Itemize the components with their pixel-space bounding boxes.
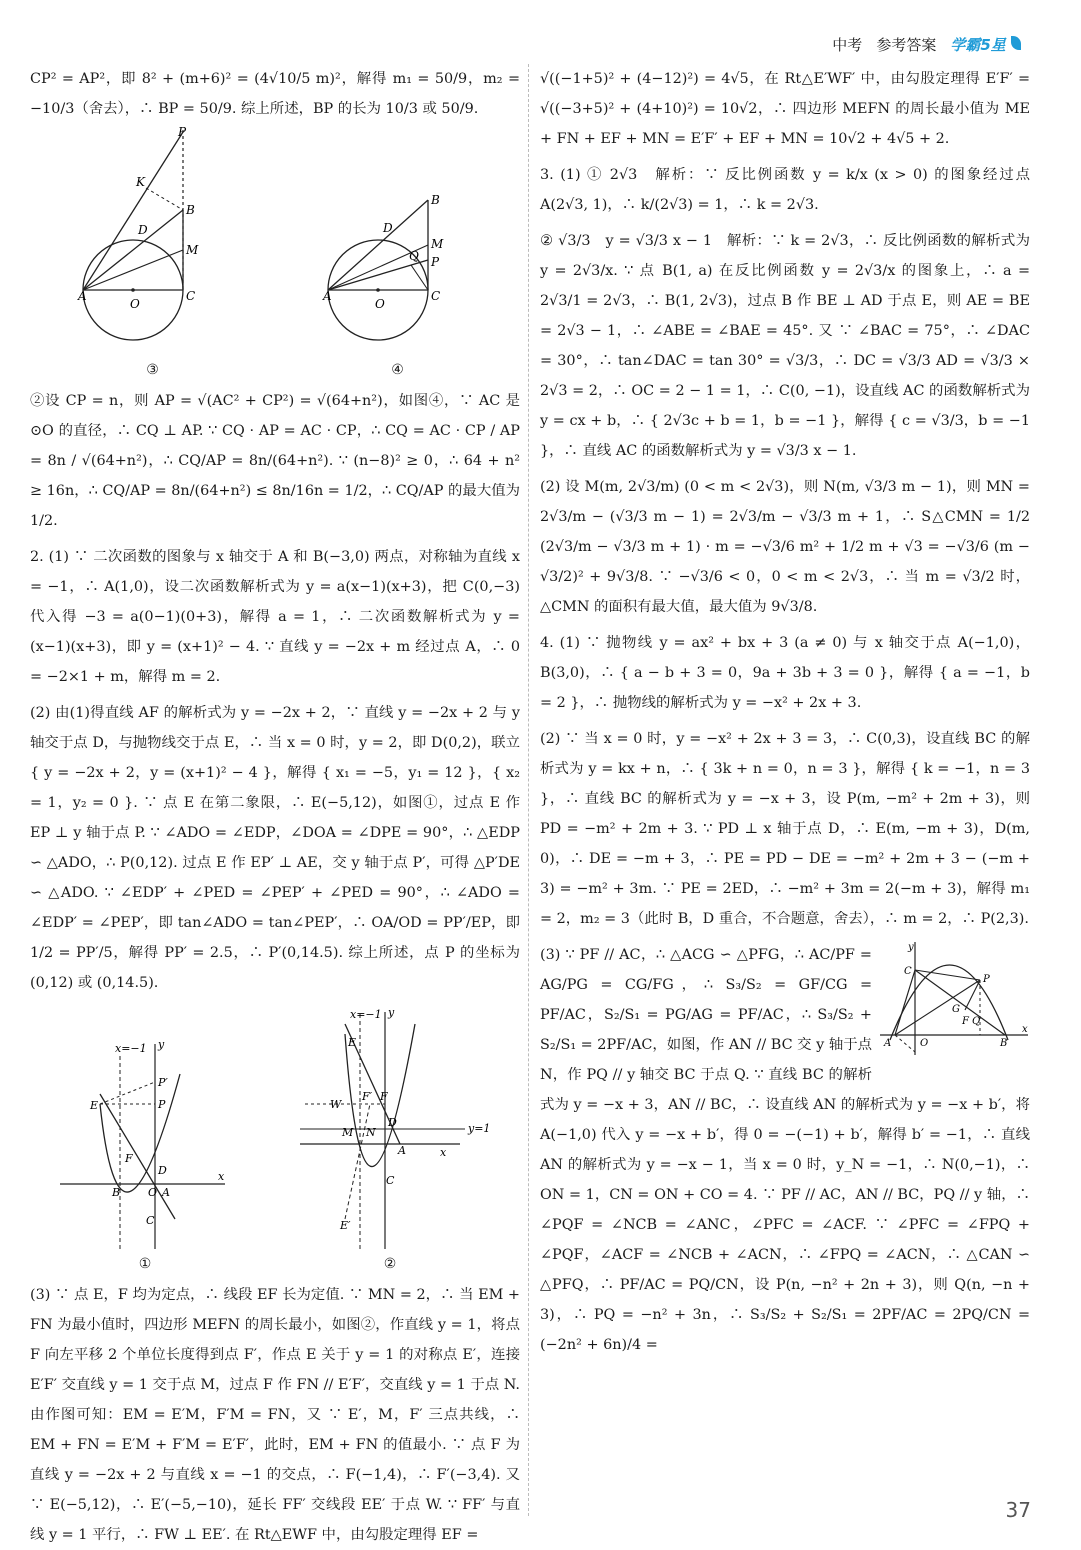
svg-text:O: O <box>374 297 385 311</box>
svg-text:D: D <box>388 1116 397 1129</box>
svg-text:x: x <box>440 1146 447 1159</box>
circle-diagram-4 <box>323 190 473 360</box>
right-paragraph-2: 3. (1) ① 2√3 解析：∵ 反比例函数 y = k/x (x > 0) 的图象经过点 A(2√3, 1)，∴ k/(2√3) = 1，∴ k = 2√3. <box>540 167 1030 213</box>
svg-text:P: P <box>177 125 186 139</box>
svg-text:F: F <box>380 1090 388 1103</box>
svg-text:K: K <box>135 175 145 189</box>
svg-text:y: y <box>908 942 914 953</box>
parabola-figures <box>30 1004 520 1272</box>
svg-text:x: x <box>1022 1024 1028 1035</box>
svg-text:Q: Q <box>972 1016 981 1027</box>
svg-text:E: E <box>348 1036 357 1049</box>
svg-text:C: C <box>386 1174 395 1187</box>
svg-text:x=−1: x=−1 <box>350 1008 382 1021</box>
circle-diagram-3 <box>77 125 228 360</box>
svg-text:C: C <box>430 289 440 303</box>
svg-text:B: B <box>1000 1038 1008 1049</box>
svg-text:C: C <box>146 1214 155 1227</box>
svg-text:O: O <box>148 1186 158 1199</box>
figure-2-label: ② <box>383 1256 397 1272</box>
svg-text:A: A <box>162 1186 170 1199</box>
svg-text:Q: Q <box>408 249 419 263</box>
figure-3-label: ③ <box>146 362 159 378</box>
svg-text:D: D <box>158 1164 167 1177</box>
svg-text:x=−1: x=−1 <box>115 1042 147 1055</box>
svg-text:O: O <box>920 1038 929 1049</box>
svg-text:A: A <box>322 289 332 303</box>
svg-text:M: M <box>430 237 443 251</box>
svg-text:A: A <box>77 289 87 303</box>
svg-text:D: D <box>137 223 148 237</box>
svg-text:D: D <box>382 221 393 235</box>
brand-leaf-icon <box>1011 36 1021 50</box>
left-paragraph-1: CP² = AP²，即 8² + (m+6)² = (4√10/5 m)²，解得 m₁ = 50/9，m₂ = −10/3（舍去），∴ BP = 50/9. 综上所述，BP 的长为 10/3 或 50/9. <box>30 71 520 117</box>
left-column <box>30 64 520 1543</box>
svg-text:P′: P′ <box>158 1076 168 1089</box>
left-paragraph-3: 2. (1) ∵ 二次函数的图象与 x 轴交于 A 和 B(−3,0) 两点，对称轴为直线 x = −1，∴ A(1,0)，设二次函数解析式为 y = a(x−1)(x+3)，把 C(0,−3) 代入得 −3 = a(0−1)(0+3)，解得 a = 1，∴ 二次函数解析式为 y = (x−1)(x+3)，即 y = (x+1)² − 4. ∵ 直线 y = −2x + m 经过点 A，∴ 0 = −2×1 + m，解得 m = 2. <box>30 549 520 685</box>
svg-text:G: G <box>952 1004 960 1015</box>
svg-text:O: O <box>129 297 140 311</box>
left-paragraph-2: ②设 CP = n，则 AP = √(AC² + CP²) = √(64+n²)，如图④，∵ AC 是⊙O 的直径，∴ CQ ⊥ AP. ∵ CQ · AP = AC · CP，∴ CQ = AC · CP / AP = 8n / √(64+n²)，∴ CQ/AP = 8n/(64+n²). ∵ (n−8)² ≥ 0，∴ 64 + n² ≥ 16n，∴ CQ/AP = 8n/(64+n²) ≤ 8n/16n = 1/2，∴ CQ/AP 的最大值为 1/2. <box>30 393 520 529</box>
parabola-diagram-1 <box>60 1034 230 1254</box>
svg-text:P: P <box>983 974 990 985</box>
header-title: 参考答案 <box>876 35 937 54</box>
svg-text:y: y <box>158 1038 165 1051</box>
left-paragraph-4: (2) 由(1)得直线 AF 的解析式为 y = −2x + 2，∵ 直线 y = −2x + 2 与 y 轴交于点 D，与抛物线交于点 E，∴ 当 x = 0 时，y = 2，即 D(0,2)，联立 { y = −2x + 2，y = (x+1)² − 4 }，解得 { x₁ = −5，y₁ = 12 }，{ x₂ = 1，y₂ = 0 }. ∵ 点 E 在第二象限，∴ E(−5,12)，如图①，过点 E 作 EP ⊥ y 轴于点 P. ∵ ∠ADO = ∠EDP，∠DOA = ∠DPE = 90°，∴ △EDP ∽ △ADO，∴ P(0,12). 过点 E 作 EP′ ⊥ AE，交 y 轴于点 P′，可得 △P′DE ∽ △ADO. ∵ ∠EDP′ + ∠PED = ∠PEP′ + ∠PED = 90°，∴ ∠ADO = ∠EDP′ = ∠PEP′，即 tan∠ADO = tan∠PEP′，∴ OA/OD = PP′/EP，即 1/2 = PP′/5，解得 PP′ = 2.5，∴ P′(0,14.5). 综上所述，点 P 的坐标为 (0,12) 或 (0,14.5). <box>30 705 520 991</box>
right-column <box>540 64 1030 1516</box>
svg-text:F′: F′ <box>362 1090 373 1103</box>
right-paragraph-6: (2) ∵ 当 x = 0 时，y = −x² + 2x + 3 = 3，∴ C(0,3)，设直线 BC 的解析式为 y = kx + n，∴ { 3k + n = 0，n = 3 }，解得 { k = −1，n = 3 }，∴ 直线 BC 的解析式为 y = −x + 3，设 P(m, −m² + 2m + 3)，则 PD = −m² + 2m + 3. ∵ PD ⊥ x 轴于点 D，∴ E(m, −m + 3)，D(m, 0)，∴ DE = −m + 3，∴ PE = PD − DE = −m² + 2m + 3 − (−m + 3) = −m² + 3m. ∵ PE = 2ED，∴ −m² + 3m = 2(−m + 3)，解得 m₁ = 2，m₂ = 3（此时 B，D 重合，不合题意，舍去），∴ m = 2，∴ P(2,3). <box>540 731 1030 927</box>
svg-text:B: B <box>430 193 440 207</box>
right-paragraph-1: √((−1+5)² + (4−12)²) = 4√5，在 Rt△E′WF′ 中，由勾股定理得 E′F′ = √((−3+5)² + (4+10)²) = 10√2，∴ 四边形 MEFN 的周长最小值为 ME + FN + EF + MN = E′F′ + EF + MN = 10√2 + 4√5 + 2. <box>540 71 1030 147</box>
svg-text:y=1: y=1 <box>468 1122 491 1135</box>
svg-text:A: A <box>398 1144 406 1157</box>
svg-text:E: E <box>90 1099 99 1112</box>
svg-text:B: B <box>112 1186 121 1199</box>
svg-text:F: F <box>962 1016 969 1027</box>
page-number: 37 <box>1005 1498 1031 1522</box>
figure-1-label: ① <box>138 1256 152 1272</box>
svg-text:P: P <box>430 255 439 269</box>
right-paragraph-4: (2) 设 M(m, 2√3/m) (0 < m < 2√3)，则 N(m, √3/3 m − 1)，则 MN = 2√3/m − (√3/3 m − 1) = 2√3/m − √3/3 m + 1，∴ S△CMN = 1/2 (2√3/m − √3/3 m + 1) · m = −√3/6 m² + 1/2 m + √3 = −√3/6 (m − √3/2)² + 9√3/8. ∵ −√3/6 < 0，0 < m < 2√3，∴ 当 m = √3/2 时，△CMN 的面积有最大值，最大值为 9√3/8. <box>540 479 1030 615</box>
right-paragraph-5: 4. (1) ∵ 抛物线 y = ax² + bx + 3 (a ≠ 0) 与 x 轴交于点 A(−1,0)，B(3,0)，∴ { a − b + 3 = 0，9a + 3b + 3 = 0 }，解得 { a = −1，b = 2 }，∴ 抛物线的解析式为 y = −x² + 2x + 3. <box>540 635 1030 711</box>
figure-q4 <box>880 940 1030 1060</box>
svg-text:W: W <box>330 1098 342 1111</box>
page-header <box>832 30 1021 58</box>
brand-logo: 学霸5星 <box>950 34 1021 55</box>
svg-text:N: N <box>366 1126 376 1139</box>
left-paragraph-5: (3) ∵ 点 E，F 均为定点，∴ 线段 EF 长为定值. ∵ MN = 2，∴ 当 EM + FN 为最小值时，四边形 MEFN 的周长最小，如图②，作直线 y = 1，将点 F 向左平移 2 个单位长度得到点 F′，作点 E 关于 y = 1 的对称点 E′，连接 E′F′ 交直线 y = 1 交于点 M，过点 F 作 FN // E′F′，交直线 y = 1 于点 N. 由作图可知：EM = E′M，F′M = FN，又 ∵ E′，M，F′ 三点共线，∴ EM + FN = E′M + F′M = E′F′，此时，EM + FN 的值最小. ∵ 点 F 为直线 y = −2x + 2 与直线 x = −1 的交点，∴ F(−1,4)，∴ F′(−3,4). 又 ∵ E(−5,12)，∴ E′(−5,−10)，延长 FF′ 交线段 EE′ 于点 W. ∵ FF′ 与直线 y = 1 平行，∴ FW ⊥ EE′. 在 Rt△EWF 中，由勾股定理得 EF = <box>30 1287 520 1543</box>
figure-4-label: ④ <box>391 362 404 378</box>
parabola-diagram-2 <box>290 1004 490 1254</box>
column-divider <box>528 64 529 1516</box>
figure-3 <box>77 125 228 378</box>
figure-4 <box>323 190 473 378</box>
svg-text:M: M <box>185 243 198 257</box>
svg-text:M: M <box>342 1126 354 1139</box>
figure-2 <box>290 1004 490 1272</box>
svg-text:B: B <box>185 203 195 217</box>
svg-text:A: A <box>884 1038 892 1049</box>
svg-text:F: F <box>125 1152 133 1165</box>
svg-text:C: C <box>904 966 912 977</box>
svg-text:y: y <box>388 1006 395 1019</box>
parabola-diagram-q4 <box>880 940 1030 1060</box>
svg-text:C: C <box>185 289 195 303</box>
right-paragraph-3: ② √3/3 y = √3/3 x − 1 解析：∵ k = 2√3，∴ 反比例函数的解析式为 y = 2√3/x. ∵ 点 B(1, a) 在反比例函数 y = 2√3/x 的图象上，∴ a = 2√3/1 = 2√3，∴ B(1, 2√3)，过点 B 作 BE ⊥ AD 于点 E，则 AE = BE = 2√3 − 1，∴ ∠ABE = ∠BAE = 45°. 又 ∵ ∠BAC = 75°，∴ ∠DAC = 30°，∴ tan∠DAC = tan 30° = √3/3，∴ DC = √3/3 AD = √3/3 × 2√3 = 2，∴ OC = 2 − 1 = 1，∴ C(0, −1)，设直线 AC 的函数解析式为 y = cx + b，∴ { 2√3c + b = 1，b = −1 }，解得 { c = √3/3，b = −1 }，∴ 直线 AC 的函数解析式为 y = √3/3 x − 1. <box>540 233 1030 459</box>
header-section: 中考 <box>832 35 863 54</box>
figure-1 <box>60 1034 230 1272</box>
svg-text:E′: E′ <box>340 1219 351 1232</box>
svg-text:P: P <box>158 1098 166 1111</box>
svg-text:x: x <box>218 1170 225 1183</box>
circle-figures <box>30 125 520 378</box>
right-paragraph-7: (3) ∵ PF // AC，∴ △ACG ∽ △PFG，∴ AC/PF = AG/PG = CG/FG，∴ S₃/S₂ = GF/CG = PF/AC，S₂/S₁ = PG/AG = PF/AC，∴ S₃/S₂ + S₂/S₁ = 2PF/AC，如图，作 AN // BC 交 y 轴于点 N，作 PQ // y 轴交 BC 于点 Q. ∵ 直线 BC 的解析式为 y = −x + 3，AN // BC，∴ 设直线 AN 的解析式为 y = −x + b′，将 A(−1,0) 代入 y = −x + b′，得 0 = −(−1) + b′，解得 b′ = −1，∴ 直线 AN 的解析式为 y = −x − 1，当 x = 0 时，y_N = −1，∴ N(0,−1)，∴ ON = 1，CN = ON + CO = 4. ∵ PF // AC，AN // BC，PQ // y 轴，∴ ∠PQF = ∠NCB = ∠ANC，∠PFC = ∠ACF. ∵ ∠PFC = ∠FPQ + ∠PQF，∠ACF = ∠NCB + ∠ACN，∴ ∠FPQ = ∠ACN，∴ △CAN ∽ △PFQ，∴ PF/AC = PQ/CN，设 P(n, −n² + 2n + 3)，则 Q(n, −n + 3)，∴ PQ = −n² + 3n，∴ S₃/S₂ + S₂/S₁ = 2PF/AC = 2PQ/CN = (−2n² + 6n)/4 = <box>540 947 1030 1353</box>
